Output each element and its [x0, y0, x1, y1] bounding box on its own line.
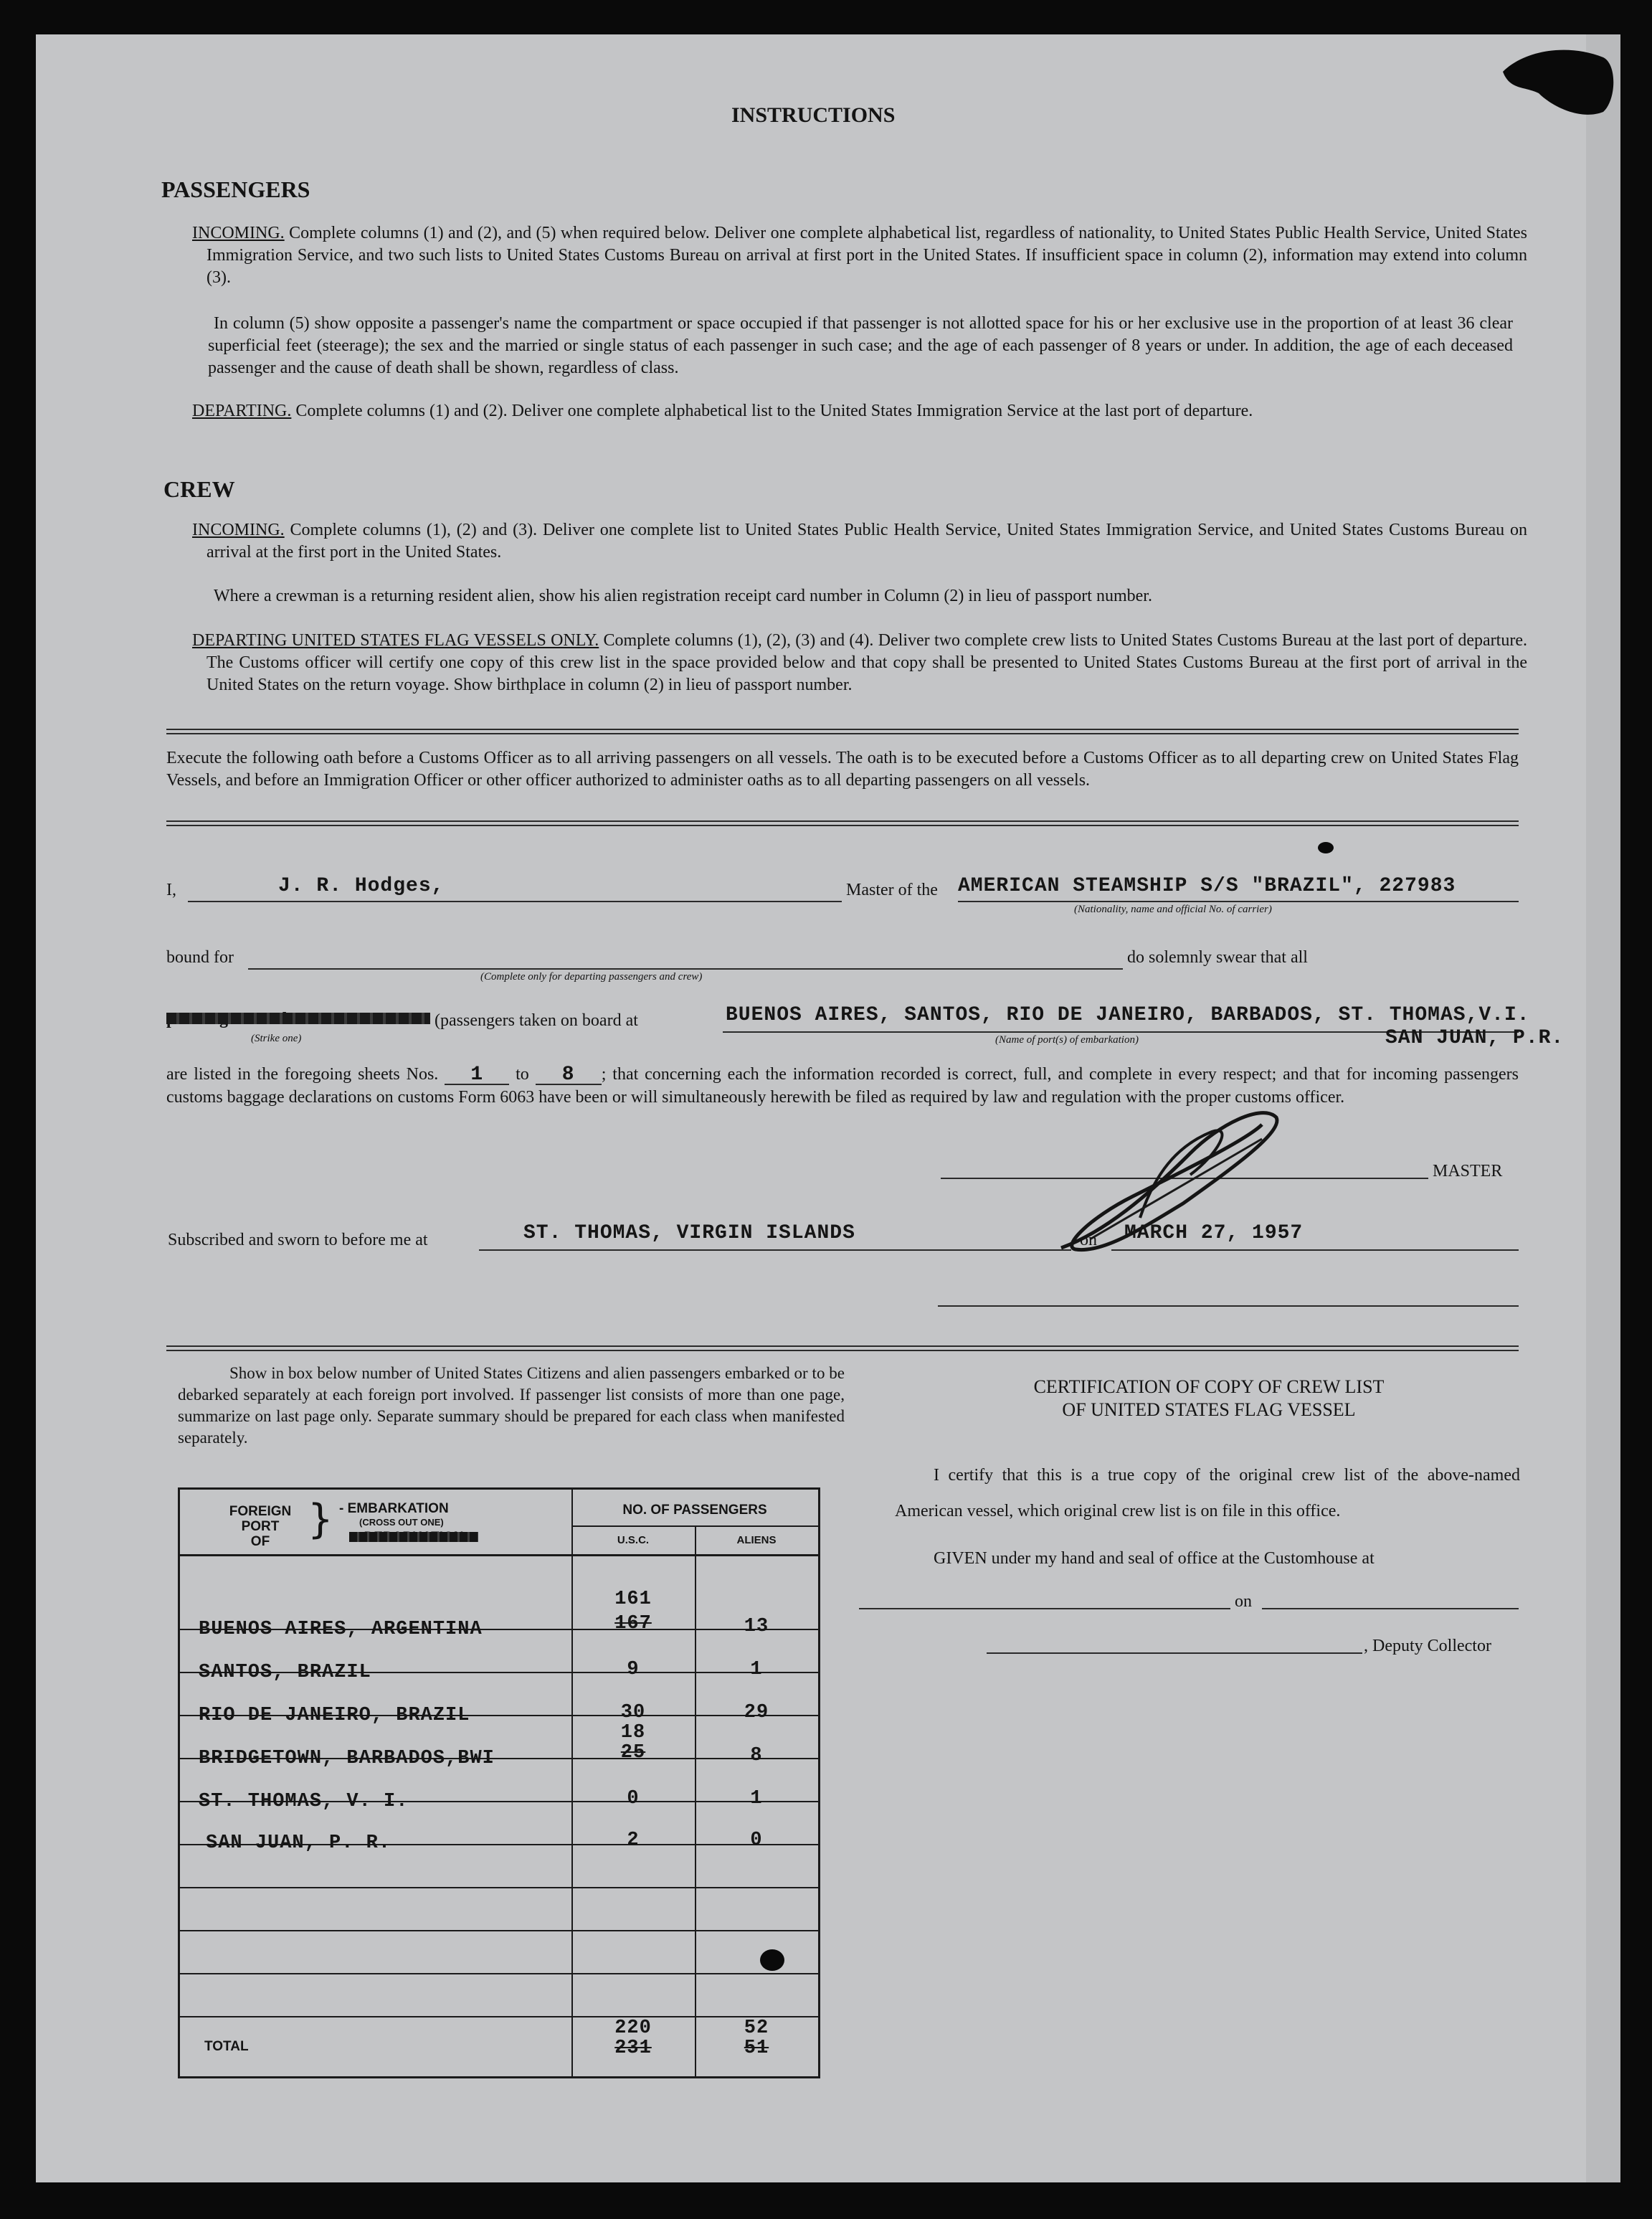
brace-icon: } [308, 1496, 333, 1543]
vessel-line [958, 901, 1519, 902]
row4-usc: 18 [620, 1722, 646, 1744]
passengers-heading: PASSENGERS [161, 176, 310, 202]
torn-corner-blot [1496, 43, 1619, 122]
total-aliens-struck: 51 [744, 2038, 769, 2059]
officer-signature-line [938, 1305, 1519, 1307]
crew-incoming-paragraph [192, 519, 1527, 564]
taken-label: (passengers taken on board at [435, 1011, 638, 1030]
row2-aliens: 1 [750, 1659, 763, 1680]
page-edge [1586, 34, 1620, 2182]
subscribed-label: Subscribed and sworn to before me at [168, 1231, 428, 1249]
row5-usc: 0 [627, 1788, 640, 1809]
row4-aliens: 8 [750, 1745, 763, 1766]
crew-departing-paragraph [192, 630, 1527, 696]
ports-caption: (Name of port(s) of embarkation) [995, 1034, 1139, 1046]
crew-departing-label: DEPARTING UNITED STATES FLAG VESSELS ONLY. [192, 631, 599, 650]
certification-heading-line2: OF UNITED STATES FLAG VESSEL [1062, 1399, 1356, 1420]
row4-usc-struck: 25 [620, 1742, 646, 1764]
certification-heading [893, 1376, 1524, 1421]
table-hline-subhead [571, 1525, 818, 1527]
col-foreign-port-line3: OF [250, 1534, 270, 1549]
row1-aliens: 13 [744, 1616, 769, 1637]
row3-port: RIO DE JANEIRO, BRAZIL [199, 1705, 470, 1726]
crew-heading: CREW [163, 476, 235, 502]
row6-usc: 2 [627, 1830, 640, 1851]
place-line [479, 1249, 1071, 1251]
divider-summary [166, 1345, 1519, 1351]
deputy-collector-label: , Deputy Collector [1364, 1637, 1491, 1655]
oath-instructions: Execute the following oath before a Customs Officer as to all arriving passengers on all vessels. The oath is to be executed before a Customs Officer as to all departing crew on United States Flag Vessels, and before an Immigration Officer or other officer authorized to administer oaths as to all departing passengers on all vessels. [166, 749, 1519, 790]
bound-for-caption: (Complete only for departing passengers and crew) [480, 971, 703, 983]
row2-usc: 9 [627, 1659, 640, 1680]
certification-given: GIVEN under my hand and seal of office at the Customhouse at [934, 1549, 1375, 1568]
col-foreign-port-line1: FOREIGN [229, 1504, 292, 1519]
table-vline-ports [571, 1490, 573, 2076]
total-aliens: 52 [744, 2017, 769, 2039]
passengers-departing-paragraph [192, 400, 1527, 422]
total-usc: 220 [614, 2017, 652, 2039]
to-label: to [516, 1065, 529, 1084]
strike-caption: (Strike one) [251, 1033, 302, 1044]
col-embarkation: - EMBARKATION [339, 1501, 449, 1516]
listed-text: ; that concerning each the information recorded is correct, full, and complete in every respect; and that for incoming passengers customs baggage declarations on customs Form 6063 have been or will simultaneously herewith be filed as required by law and regulation with the proper customs officer. [166, 1065, 1519, 1107]
passengers-departing-text: Complete columns (1) and (2). Deliver one complete alphabetical list to the United States Immigration Service at the last port of departure. [295, 402, 1253, 420]
sworn-place: ST. THOMAS, VIRGIN ISLANDS [523, 1222, 855, 1244]
passengers-incoming-label: INCOMING. [192, 224, 285, 242]
certification-heading-line1: CERTIFICATION OF COPY OF CREW LIST [1033, 1376, 1385, 1397]
vessel-name: AMERICAN STEAMSHIP S/S "BRAZIL", 227983 [958, 875, 1456, 897]
ports-embarkation-line2: SAN JUAN, P.R. [1385, 1027, 1565, 1049]
row-line-8 [180, 1930, 818, 1931]
col-usc: U.S.C. [617, 1534, 650, 1546]
certification-text: I certify that this is a true copy of the original crew list of the above-named American vessel, which original crew list is on file in this office. [895, 1466, 1520, 1520]
row1-port: BUENOS AIRES, ARGENTINA [199, 1619, 483, 1640]
col-cross-out: (CROSS OUT ONE) [359, 1517, 444, 1528]
customhouse-line [859, 1608, 1230, 1609]
row3-aliens: 29 [744, 1702, 769, 1723]
col-no-passengers: NO. OF PASSENGERS [622, 1503, 767, 1518]
listed-label: are listed in the foregoing sheets Nos. [166, 1065, 439, 1084]
row6-port: SAN JUAN, P. R. [206, 1832, 391, 1854]
sheet-to: 8 [536, 1066, 602, 1085]
date-line [1111, 1249, 1519, 1251]
row1-usc-struck: 167 [614, 1613, 652, 1634]
row5-aliens: 1 [750, 1788, 763, 1809]
total-usc-struck: 231 [614, 2038, 652, 2059]
master-label: MASTER [1433, 1162, 1503, 1181]
passengers-incoming-paragraph [192, 222, 1527, 289]
crew-resident-paragraph: Where a crewman is a returning resident alien, show his alien registration receipt card number in Column (2) in lieu of passport number. [214, 587, 1152, 605]
row-line-7 [180, 1887, 818, 1888]
col-foreign-port-line2: PORT [241, 1519, 280, 1534]
bound-for-label: bound for [166, 948, 234, 967]
row1-usc: 161 [614, 1589, 652, 1610]
ports-embarkation-line1: BUENOS AIRES, SANTOS, RIO DE JANEIRO, BARBADOS, ST. THOMAS,V.I. [726, 1004, 1530, 1026]
on-label: on [1080, 1231, 1097, 1249]
listed-paragraph [166, 1063, 1519, 1109]
sworn-date: MARCH 27, 1957 [1124, 1222, 1304, 1244]
row6-aliens: 0 [750, 1830, 763, 1851]
sheet-from: 1 [445, 1066, 509, 1085]
row4-port: BRIDGETOWN, BARBADOS,BWI [199, 1748, 495, 1769]
certification-date-line [1262, 1608, 1519, 1609]
crew-incoming-label: INCOMING. [192, 521, 285, 539]
summary-instructions: Show in box below number of United States Citizens and alien passengers embarked or to be debarked separately at each foreign port involved. If passenger list consists of more than one page, summarize on last page only. Separate summary should be prepared for each class when manifested separately. [178, 1364, 845, 1447]
passenger-summary-table [178, 1487, 820, 2078]
row3-usc: 30 [620, 1702, 646, 1723]
passengers-departing-label: DEPARTING. [192, 402, 292, 420]
master-name: J. R. Hodges, [278, 875, 445, 897]
document-page [36, 34, 1620, 2182]
bound-for-line [248, 968, 1123, 970]
i-label: I, [166, 881, 176, 899]
vessel-caption: (Nationality, name and official No. of carrier) [1074, 904, 1272, 915]
page-title: INSTRUCTIONS [731, 103, 896, 127]
col-foreign-port [217, 1504, 303, 1549]
column5-paragraph: In column (5) show opposite a passenger's name the compartment or space occupied if that passenger is not allotted space for his or her exclusive use in the proportion of at least 36 clear superficial feet (steerage); the sex and the married or single status of each passenger in such case; and the age of each passenger of 8 years or under. In addition, the age of each deceased passenger and the cause of death shall be shown, regardless of class. [208, 314, 1513, 377]
passengers-incoming-text: Complete columns (1) and (2), and (5) when required below. Deliver one complete alphabetical list, regardless of nationality, to United States Public Health Service, United States Immigration Service, and two such lists to United States Customs Bureau on arrival at first port in the United States. If insufficient space in column (2), information may extend into column (3). [206, 224, 1527, 287]
swear-label: do solemnly swear that all [1127, 948, 1308, 967]
row2-port: SANTOS, BRAZIL [199, 1662, 371, 1683]
crew-departing-text: Complete columns (1), (2), (3) and (4). Deliver two complete crew lists to United States Customs Bureau at the last port of departure. The Customs officer will certify one copy of this crew list in the space provided below and that copy shall be presented to United States Customs Bureau at the first port of arrival in the United States on the return voyage. Show birthplace in column (2) in lieu of passport number. [206, 631, 1527, 694]
col-aliens: ALIENS [736, 1534, 777, 1546]
struck-passengers-crew [166, 1010, 430, 1028]
master-name-line [188, 901, 842, 902]
certification-on-label: on [1235, 1592, 1252, 1611]
ink-blot [760, 1949, 784, 1971]
divider-oath-bottom [166, 820, 1519, 826]
crew-incoming-text: Complete columns (1), (2) and (3). Deliver one complete list to United States Public Health Service, United States Immigration Service, and United States Customs Bureau on arrival at the first port in the United States. [206, 521, 1527, 562]
ink-mark [1318, 842, 1334, 853]
row-line-9 [180, 1973, 818, 1974]
total-label: TOTAL [204, 2039, 249, 2054]
deputy-collector-line [987, 1652, 1362, 1654]
col-debarkation-struck [349, 1530, 478, 1544]
divider-oath-top [166, 729, 1519, 734]
row5-port: ST. THOMAS, V. I. [199, 1791, 409, 1812]
master-of-label: Master of the [846, 881, 938, 899]
table-hline-header [180, 1554, 818, 1556]
